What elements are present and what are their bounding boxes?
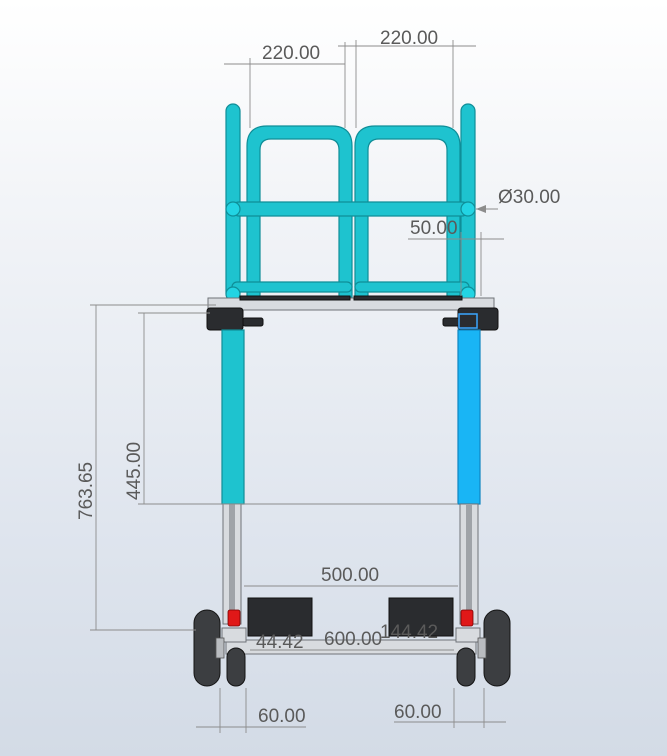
left-axle-block [222,628,246,642]
left-lower-tube[interactable] [222,330,244,504]
dim-44-42[interactable]: 44.42 [256,632,304,653]
dim-220-left[interactable]: 220.00 [262,43,321,64]
deck-strip-left [240,296,350,300]
right-axle-block [456,628,480,642]
cross-bar[interactable] [232,202,469,216]
dim-60-right[interactable]: 60.00 [394,702,442,723]
deck-assembly[interactable] [207,296,498,330]
dim-diameter-30[interactable]: Ø30.00 [498,187,561,208]
dim-60-left[interactable]: 60.00 [258,706,306,727]
left-clamp[interactable] [207,308,243,330]
dim-50[interactable]: 50.00 [410,218,458,239]
right-clamp-lever[interactable] [443,318,459,326]
right-reflector [461,610,473,626]
upper-tube-frame[interactable] [226,104,475,301]
left-battery-box[interactable] [248,598,312,636]
left-inner-wheel[interactable] [227,648,245,686]
left-outer-hub [216,638,224,658]
right-base-tube[interactable] [355,282,469,292]
dim-600[interactable]: 600.00 [324,629,383,650]
right-rail-inner [466,504,472,624]
right-outer-hub [478,638,486,658]
right-clamp[interactable] [458,308,498,330]
right-outer-wheel[interactable] [484,610,510,686]
dim-763-65[interactable]: 763.65 [76,461,97,520]
joint-left-cross [226,202,240,216]
left-base-tube[interactable] [232,282,352,292]
left-rail-inner [229,504,235,624]
left-clamp-lever[interactable] [243,318,263,326]
right-inner-wheel[interactable] [457,648,475,686]
right-lower-tube-selected[interactable] [458,330,480,504]
dim-220-right[interactable]: 220.00 [380,28,439,49]
left-reflector [228,610,240,626]
dim-arrow-diameter [476,205,486,213]
deck-strip-right [354,296,462,300]
dim-445[interactable]: 445.00 [124,441,145,500]
dim-144-42[interactable]: 144.42 [380,622,439,643]
joint-right-cross [461,202,475,216]
dim-500[interactable]: 500.00 [321,565,380,586]
